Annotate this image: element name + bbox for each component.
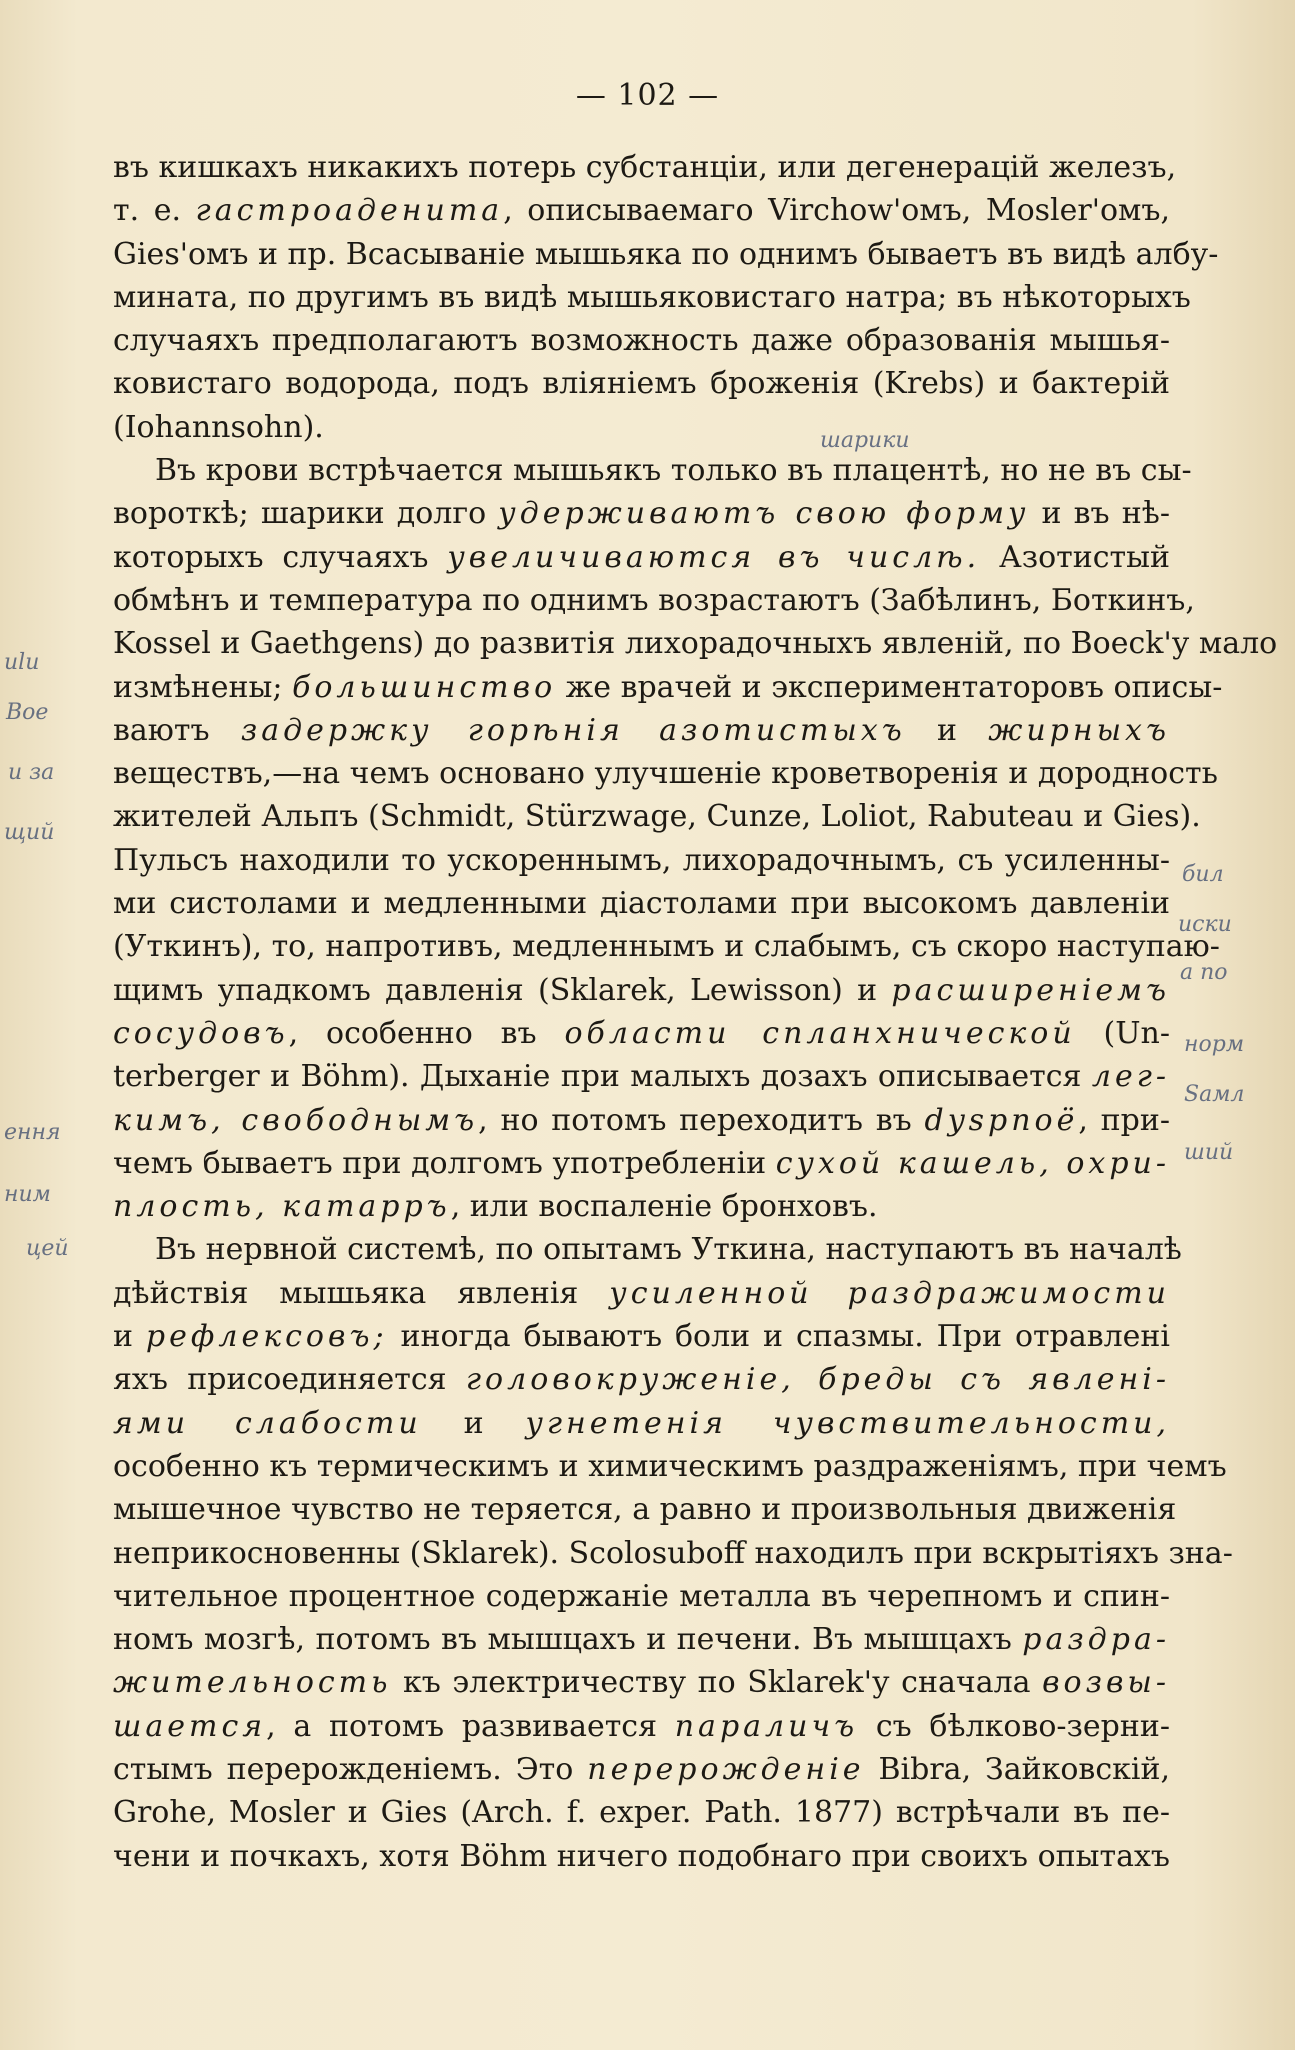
text-run: и (905, 712, 989, 748)
emphasized-text: области спланхнической (564, 1015, 1076, 1051)
emphasized-text: задержку горѣнія азотистыхъ (240, 712, 906, 748)
text-line (113, 406, 1170, 449)
text-line (113, 1748, 1170, 1791)
text-line (113, 1012, 1170, 1055)
text-run: неприкосновенны (Sklarek). Scolosuboff находилъ при вскрытіяхъ зна- (113, 1535, 1233, 1571)
emphasized-text: ями слабости (113, 1405, 422, 1441)
emphasized-text: перерожденіе (587, 1751, 865, 1787)
emphasized-text: dyspnoë (924, 1102, 1079, 1138)
emphasized-text: параличъ (674, 1708, 859, 1744)
text-line (113, 1835, 1170, 1878)
text-line (113, 795, 1201, 838)
emphasized-text: кимъ, свободнымъ (113, 1102, 479, 1138)
text-run: ваютъ (113, 712, 241, 748)
text-run: (Уткинъ), то, напротивъ, медленнымъ и слабымъ, съ скоро наступаю- (113, 929, 1220, 965)
text-line (113, 146, 1177, 189)
emphasized-text: сухой кашель, охри- (775, 1145, 1170, 1181)
text-line (113, 1142, 1170, 1185)
text-run: , описываемаго Virchow'омъ, Mosler'омъ, (503, 193, 1170, 229)
text-line (113, 1099, 1170, 1142)
emphasized-text: усиленной раздражимости (609, 1275, 1170, 1311)
text-line (113, 752, 1218, 795)
text-line (113, 449, 1192, 492)
emphasized-text: расширеніемъ (891, 972, 1170, 1008)
margin-note: бил (1182, 862, 1224, 887)
text-run: въ кишкахъ никакихъ потерь субстанціи, или дегенерацій железъ, (113, 150, 1177, 185)
text-line (113, 233, 1219, 276)
text-run: и въ нѣ- (1029, 496, 1170, 532)
text-line (113, 1661, 1170, 1704)
emphasized-text: жирныхъ (988, 712, 1170, 748)
text-line (113, 1705, 1170, 1748)
margin-note: иски (1178, 912, 1232, 937)
emphasized-text: лег- (1091, 1059, 1170, 1095)
text-run: чемъ бываетъ при долгомъ употребленіи (113, 1145, 776, 1181)
text-run: , особенно въ (288, 1015, 565, 1051)
text-line (113, 1228, 1182, 1271)
text-run: жителей Альпъ (Schmidt, Stürzwage, Cunze, Loliot, Rabuteau и Gies). (113, 799, 1201, 835)
margin-note: а по (1180, 960, 1228, 985)
margin-note: ulu (4, 650, 40, 675)
text-line (113, 189, 1170, 232)
text-line (113, 1272, 1170, 1315)
margin-note: ним (4, 1182, 51, 1207)
text-run: Пульсъ находили то ускореннымъ, лихорадочнымъ, съ усиленны- (113, 842, 1170, 878)
text-line (113, 969, 1170, 1012)
text-line (113, 1488, 1177, 1531)
text-run: , а потомъ развивается (266, 1708, 675, 1744)
text-run: мышечное чувство не теряется, а равно и произвольныя движенія (113, 1492, 1177, 1528)
text-line (113, 1055, 1170, 1098)
text-line (113, 536, 1170, 579)
text-run: , или воспаленіе бронховъ. (450, 1189, 878, 1225)
text-run: Въ крови встрѣчается мышьякъ только въ плацентѣ, но не въ сы- (155, 453, 1192, 489)
text-run: чени и почкахъ, хотя Böhm ничего подобнаго при своихъ опытахъ (113, 1838, 1170, 1874)
emphasized-text: удерживаютъ свою форму (498, 496, 1030, 532)
text-line (113, 1445, 1227, 1488)
emphasized-text: жительность (113, 1665, 392, 1701)
margin-note: щий (4, 820, 55, 845)
emphasized-text: головокруженіе, бреды съ явлені- (465, 1362, 1170, 1398)
text-run: Въ нервной системѣ, по опытамъ Уткина, наступаютъ въ началѣ (155, 1232, 1182, 1268)
emphasized-text: шается (113, 1708, 267, 1744)
text-run: Bibra, Зайковскій, (864, 1751, 1171, 1787)
text-run: къ электричеству по Sklarek'у сначала (391, 1665, 1043, 1701)
text-run: щимъ упадкомъ давленія (Sklarek, Lewisson) и (113, 972, 892, 1008)
margin-note: норм (1184, 1032, 1245, 1057)
text-line (113, 1575, 1170, 1618)
text-run: (Un- (1075, 1015, 1170, 1051)
emphasized-text: возвы- (1042, 1665, 1170, 1701)
text-line (113, 1791, 1170, 1834)
text-line (113, 362, 1170, 405)
text-run: Kossel и Gaethgens) до развитія лихорадочныхъ явленій, по Boeck'у мало (113, 626, 1278, 662)
margin-note: ший (1184, 1140, 1234, 1165)
text-run: особенно къ термическимъ и химическимъ раздраженіямъ, при чемъ (113, 1448, 1227, 1484)
text-line (113, 1618, 1170, 1661)
emphasized-text: плость, катарръ (113, 1189, 451, 1225)
emphasized-text: большинство (292, 669, 557, 705)
margin-note: Вое (6, 700, 49, 725)
text-run: которыхъ случаяхъ (113, 539, 448, 575)
emphasized-text: сосудовъ (113, 1015, 289, 1051)
text-line (113, 622, 1278, 665)
text-line (113, 276, 1191, 319)
margin-note: Ѕамл (1184, 1082, 1245, 1107)
text-run: и (113, 1319, 146, 1355)
text-run: обмѣнъ и температура по однимъ возрастаютъ (Забѣлинъ, Боткинъ, (113, 582, 1195, 618)
text-run: чительное процентное содержаніе металла въ черепномъ и спин- (113, 1578, 1170, 1614)
text-line (113, 319, 1170, 362)
margin-note: ення (4, 1120, 61, 1145)
text-line (113, 925, 1220, 968)
text-run: Grohe, Mosler и Gies (Arch. f. exper. Path. 1877) встрѣчали въ пе- (113, 1795, 1170, 1831)
text-run: ковистаго водорода, подъ вліяніемъ броженія (Krebs) и бактерій (113, 366, 1170, 402)
text-run: (Iohannsohn). (113, 409, 324, 445)
text-run: дѣйствія мышьяка явленія (113, 1275, 610, 1311)
text-run: иногда бываютъ боли и спазмы. При отравлені (387, 1319, 1171, 1355)
margin-note: шарики (820, 428, 910, 453)
text-run: стымъ перерожденіемъ. Это (113, 1751, 588, 1787)
text-line (113, 839, 1170, 882)
text-run: съ бѣлково-зерни- (858, 1708, 1170, 1744)
emphasized-text: гастроаденита (195, 193, 504, 229)
text-run: яхъ присоединяется (113, 1362, 466, 1398)
emphasized-text: угнетенія чувствительности, (525, 1405, 1170, 1441)
text-line (113, 709, 1170, 752)
text-run: Gies'омъ и пр. Всасываніе мышьяка по однимъ бываетъ въ видѣ албу- (113, 236, 1219, 272)
text-run: номъ мозгѣ, потомъ въ мышцахъ и печени. Въ мышцахъ (113, 1622, 1023, 1658)
text-line (113, 882, 1170, 925)
text-run: и (421, 1405, 526, 1441)
text-run: , при- (1078, 1102, 1170, 1138)
text-run: ми систолами и медленными діастолами при высокомъ давленіи (113, 886, 1170, 922)
margin-note: цей (26, 1236, 69, 1261)
text-line (113, 579, 1195, 622)
text-line (113, 1315, 1170, 1358)
text-run: измѣнены; (113, 669, 293, 705)
text-run: terberger и Böhm). Дыханіе при малыхъ дозахъ описывается (113, 1059, 1092, 1095)
emphasized-text: увеличиваются въ числѣ. (447, 539, 981, 575)
text-run: мината, по другимъ въ видѣ мышьяковистаго натра; въ нѣкоторыхъ (113, 279, 1191, 315)
text-run: случаяхъ предполагаютъ возможность даже образованія мышья- (113, 323, 1170, 359)
text-run: Азотистый (980, 539, 1170, 575)
text-run: , но потомъ переходитъ въ (478, 1102, 925, 1138)
text-run: вороткѣ; шарики долго (113, 496, 499, 532)
text-line (113, 1185, 1170, 1228)
emphasized-text: рефлексовъ; (145, 1319, 388, 1355)
text-line (113, 1402, 1170, 1445)
text-line (113, 492, 1170, 535)
text-line (113, 666, 1223, 709)
text-line (113, 1358, 1170, 1401)
page-number: — 102 — (575, 78, 720, 113)
emphasized-text: раздра- (1022, 1622, 1170, 1658)
text-line (113, 1532, 1233, 1575)
text-run: же врачей и экспериментаторовъ описы- (556, 669, 1223, 705)
text-run: т. е. (113, 193, 196, 229)
margin-note: и за (8, 760, 55, 785)
text-run: веществъ,—на чемъ основано улучшеніе кроветворенія и дородность (113, 756, 1218, 792)
